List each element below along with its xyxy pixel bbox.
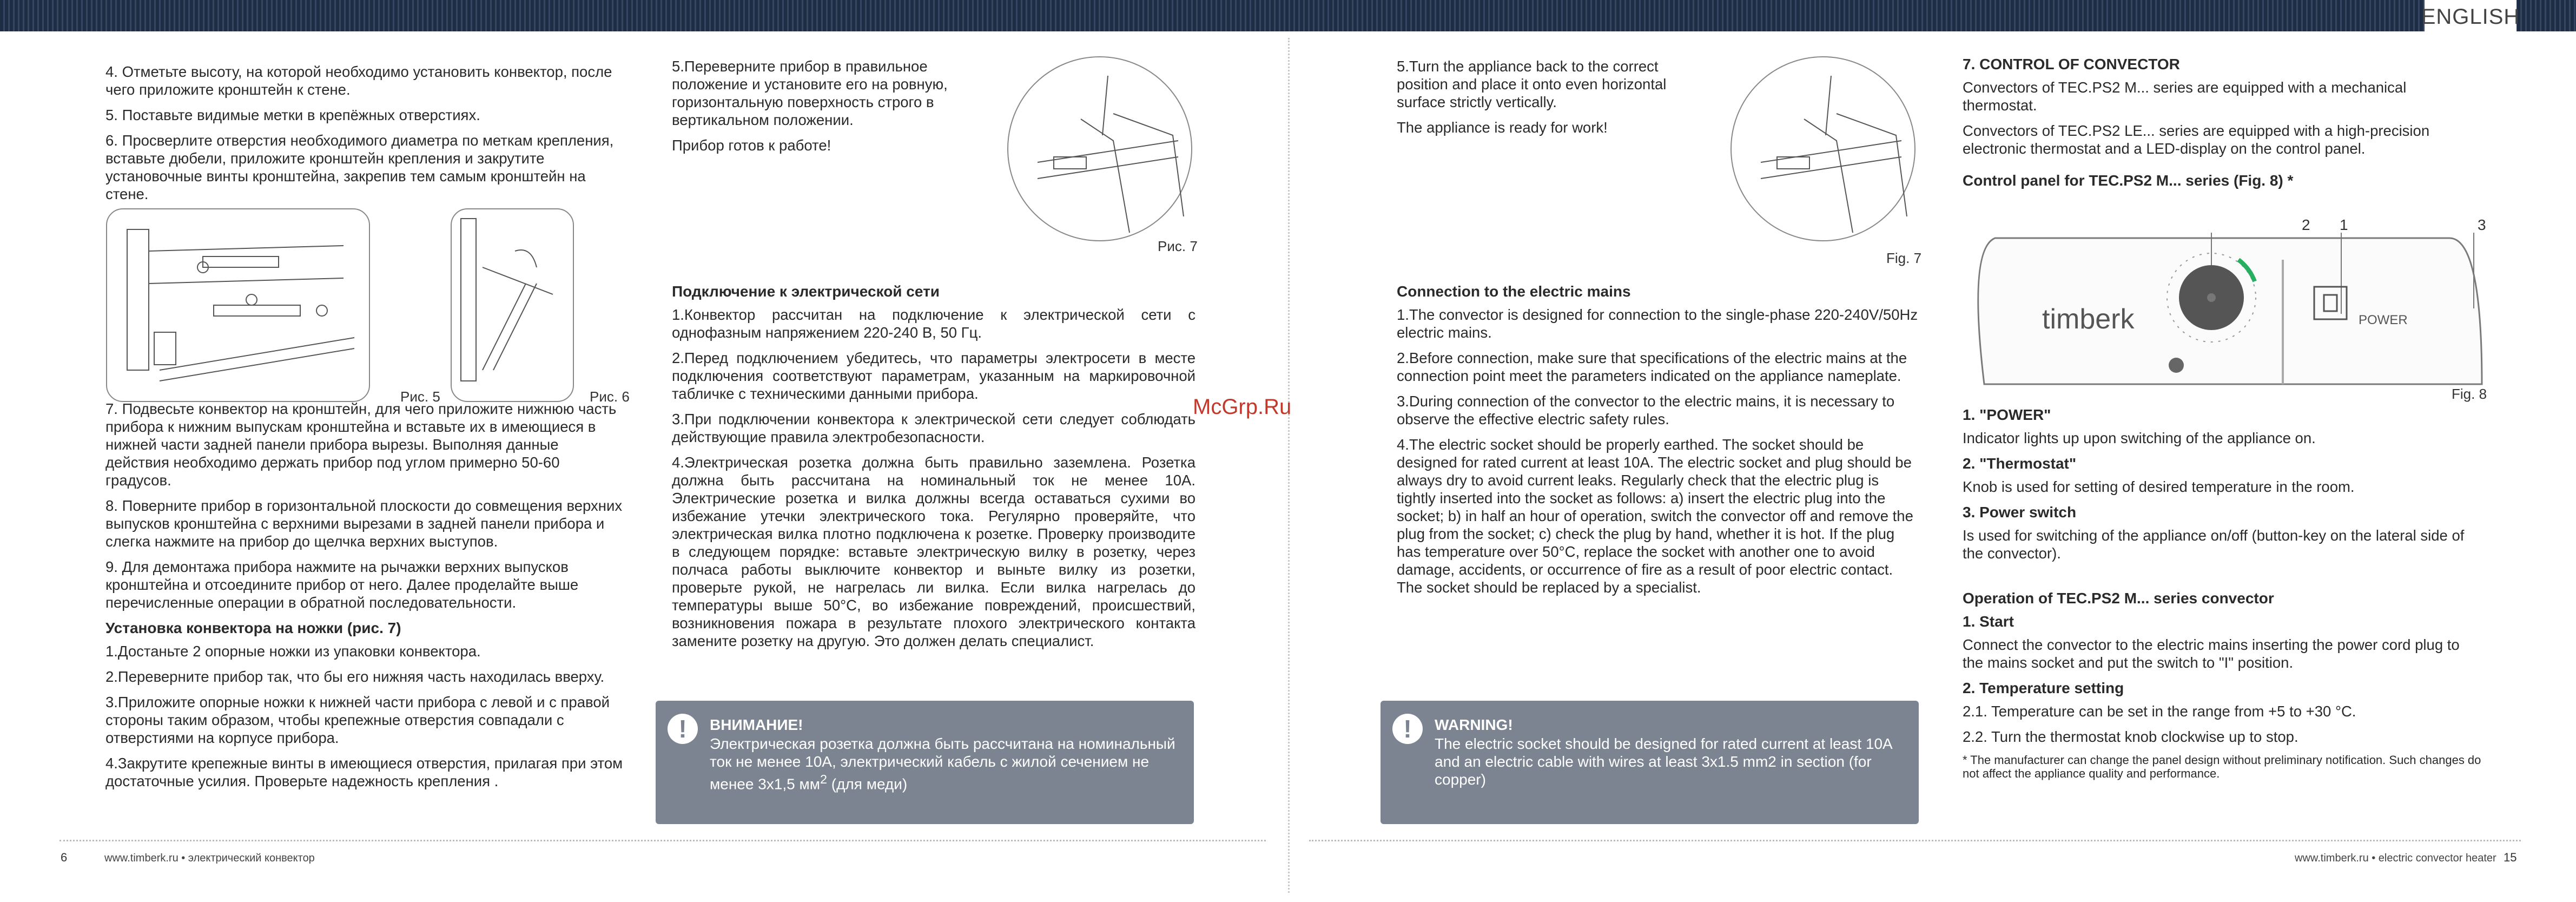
page15-column-4-bottom — [1963, 406, 2482, 780]
temperature-text-2: 2.2. Turn the thermostat knob clockwise up to stop. — [1963, 728, 2298, 745]
control-text-1: Convectors of TEC.PS2 M... series are equipped with a mechanical thermostat. — [1963, 79, 2407, 114]
control-text-2: Convectors of TEC.PS2 LE... series are equipped with a high-precision electronic thermostat and a LED-display on the control panel. — [1963, 122, 2430, 157]
page15-column-4-top — [1963, 55, 2482, 195]
step-5: 5. Поставьте видимые метки в крепёжных отверстиях. — [105, 107, 480, 123]
step-6: 6. Просверлите отверстия необходимого диаметра по меткам крепления, вставьте дюбели, приложите кронштейн крепления и закрутите установочные винты кронштейна, закрепив тем самым кронштейн на стене. — [105, 132, 614, 202]
start-heading: 1. Start — [1963, 613, 2014, 630]
callout-3: 3 — [2478, 216, 2486, 233]
ready-text-en: The appliance is ready for work! — [1397, 119, 1608, 136]
panel-heading: Control panel for TEC.PS2 M... series (Fig. 8) * — [1963, 172, 2294, 189]
switch-heading: 3. Power switch — [1963, 504, 2077, 521]
figure-7-caption-en: Fig. 7 — [1886, 250, 1922, 266]
callout-2: 2 — [2302, 216, 2310, 233]
page-gutter — [1288, 38, 1290, 893]
step-7: 7. Подвесьте конвектор на кронштейн, для чего приложите нижнюю часть прибора к нижним выпускам кронштейна и вставьте их в имеющиеся в нижней части задней панели прибора вырезы. Выполняя данные действия необходимо держать прибор под углом примерно 50-60 градусов. — [105, 400, 617, 489]
footer-divider-right — [1309, 840, 2521, 841]
warning-title: ВНИМАНИЕ! — [710, 716, 803, 733]
mains-heading: Подключение к электрической сети — [672, 283, 940, 300]
warning-title-en: WARNING! — [1435, 716, 1513, 733]
warning-box-en — [1381, 701, 1919, 824]
mains-3: 3.При подключении конвектора к электрической сети следует соблюдать действующие правила электробезопасности. — [672, 411, 1195, 445]
legs-step-1: 1.Достаньте 2 опорные ножки из упаковки конвектора. — [105, 643, 481, 660]
mains-3-en: 3.During connection of the convector to the electric mains, it is necessary to observe the effective electric safety rules. — [1397, 393, 1895, 427]
ready-text: Прибор готов к работе! — [672, 137, 831, 154]
warning-text-end: (для меди) — [827, 775, 908, 793]
power-text: Indicator lights up upon switching of the appliance on. — [1963, 430, 2316, 446]
page15-column-3-mains — [1397, 282, 1919, 604]
switch-text: Is used for switching of the appliance on/off (button-key on the lateral side of the convector). — [1963, 527, 2465, 562]
figure-6-caption: Рис. 6 — [590, 389, 630, 405]
footer-right: www.timberk.ru • electric convector heater — [2295, 852, 2496, 864]
figure-8-control-panel — [1963, 216, 2487, 395]
figure-5-illustration — [105, 208, 371, 403]
page6-column-2-mains — [672, 282, 1195, 657]
step-5-turn: 5.Переверните прибор в правильное положение и установите его на ровную, горизонтальную поверхность строго в вертикальном положении. — [672, 58, 948, 128]
step-5-turn-en: 5.Turn the appliance back to the correct position and place it onto even horizontal surface strictly vertically. — [1397, 58, 1667, 110]
mains-2: 2.Перед подключением убедитесь, что параметры электросети в месте подключения соответствуют параметрам, указанным на маркировочной табличке с техническими данными прибора. — [672, 350, 1195, 402]
figure-8-caption: Fig. 8 — [2452, 386, 2487, 402]
watermark: McGrp.Ru — [1193, 395, 1292, 419]
control-heading: 7. CONTROL OF CONVECTOR — [1963, 56, 2180, 73]
mains-4-en: 4.The electric socket should be properly earthed. The socket should be designed for rated current at least 10A. The electric socket and plug should be always dry to avoid current leaks. Regularly check that the electric plug is tightly inserted into the socket as follows: a) insert the electric plug into the socket; b) in half an hour of operation, switch the convector off and remove the plug from the socket; c) check the plug by hand, whether it is hot. If the plug has temperature over 50°C, replace the socket with another one to avoid damage, accidents, or occurrence of fire as a result of poor electric contact. The socket should be replaced by a specialist. — [1397, 436, 1913, 596]
figure-6-illustration — [450, 208, 574, 403]
operation-heading: Operation of TEC.PS2 M... series convector — [1963, 590, 2274, 607]
page15-column-3-top — [1397, 57, 1667, 144]
page6-column-1 — [105, 63, 625, 798]
page-number-right: 15 — [2504, 851, 2517, 864]
language-label: ENGLISH — [2425, 0, 2516, 34]
footer-left: www.timberk.ru • электрический конвектор — [104, 852, 315, 864]
step-4: 4. Отметьте высоту, на которой необходимо установить конвектор, после чего приложите кронштейн к стене. — [105, 63, 612, 98]
figure-7-caption-ru: Рис. 7 — [1158, 238, 1198, 254]
legs-step-3: 3.Приложите опорные ножки к нижней части прибора с левой и с правой стороны таким образом, чтобы крепежные отверстия совпадали с отверстиями на корпусе прибора. — [105, 694, 610, 746]
warning-text — [710, 735, 1178, 793]
mains-1: 1.Конвектор рассчитан на подключение к электрической сети с однофазным напряжением 220-240 В, 50 Гц. — [672, 306, 1195, 341]
footer-divider-left — [60, 840, 1266, 841]
figure-7-illustration-en — [1728, 54, 1918, 243]
legs-step-4: 4.Закрутите крепежные винты в имеющиеся отверстия, прилагая при этом достаточные усилия. Проверьте надежность крепления . — [105, 755, 623, 789]
temperature-text-1: 2.1. Temperature can be set in the range from +5 to +30 °C. — [1963, 703, 2356, 720]
page-number-left: 6 — [61, 851, 68, 864]
mains-2-en: 2.Before connection, make sure that specifications of the electric mains at the connection point meet the parameters indicated on the appliance nameplate. — [1397, 350, 1907, 384]
power-heading: 1. "POWER" — [1963, 406, 2051, 423]
temperature-heading: 2. Temperature setting — [1963, 680, 2124, 696]
figure-5-caption: Рис. 5 — [400, 389, 440, 405]
step-8: 8. Поверните прибор в горизонтальной плоскости до совмещения верхних выпусков кронштейна с верхними вырезами в задней панели прибора и слегка нажмите на прибор до щелчка верхних выступов. — [105, 497, 623, 550]
power-label: POWER — [2359, 313, 2408, 327]
header-bar — [0, 0, 2576, 31]
mains-1-en: 1.The convector is designed for connection to the single-phase 220-240V/50Hz electric mains. — [1397, 306, 1918, 341]
warning-text-en: The electric socket should be designed for rated current at least 10A and an electric cable with wires at least 3x1.5 mm2 in section (for copper) — [1435, 735, 1892, 788]
start-text: Connect the convector to the electric mains inserting the power cord plug to the mains socket and put the switch to "I" position. — [1963, 636, 2460, 671]
mains-heading-en: Connection to the electric mains — [1397, 283, 1631, 300]
brand-logo: timberk — [2042, 304, 2135, 335]
warning-text-main: Электрическая розетка должна быть рассчитана на номинальный ток не менее 10А, электрический кабель с жилой сечением не менее 3х1,5 мм — [710, 735, 1175, 793]
exclamation-icon: ! — [1392, 714, 1423, 744]
warning-box-ru — [656, 701, 1194, 824]
thermostat-heading: 2. "Thermostat" — [1963, 455, 2077, 472]
step-9: 9. Для демонтажа прибора нажмите на рычажки верхних выпусков кронштейна и отсоедините прибор от него. Далее проделайте выше перечисленные операции в обратной последовательности. — [105, 558, 579, 611]
page6-column-2-top — [672, 57, 967, 162]
footnote: * The manufacturer can change the panel design without preliminary notification. Such changes do not affect the appliance quality and performance. — [1963, 753, 2481, 780]
thermostat-text: Knob is used for setting of desired temperature in the room. — [1963, 478, 2355, 495]
exclamation-icon: ! — [668, 714, 698, 744]
mains-4: 4.Электрическая розетка должна быть правильно заземлена. Розетка должна быть рассчитана на номинальный ток не менее 10А. Электрические розетка и вилка должны всегда оставаться сухими во избежание утечки электрического тока. Регулярно проверяйте, что электрическая вилка плотно подключена к розетке. Проверку производите в следующем порядке: вставьте электрическую вилку в розетку, через полчаса работы выключите конвектор и выньте вилку из розетки, проверьте рукой, не нагрелась ли вилка. Если вилка нагрелась до температуры выше 50°С, во избежание повреждений, происшествий, возникновения пожара в результате плохого электрического контакта замените розетку на другую. Это должен делать специалист. — [672, 454, 1195, 649]
legs-heading: Установка конвектора на ножки (рис. 7) — [105, 620, 401, 636]
warning-superscript: 2 — [820, 772, 827, 786]
legs-step-2: 2.Переверните прибор так, что бы его нижняя часть находилась вверху. — [105, 668, 605, 685]
callout-1: 1 — [2340, 216, 2348, 233]
figure-7-illustration — [1005, 54, 1194, 243]
